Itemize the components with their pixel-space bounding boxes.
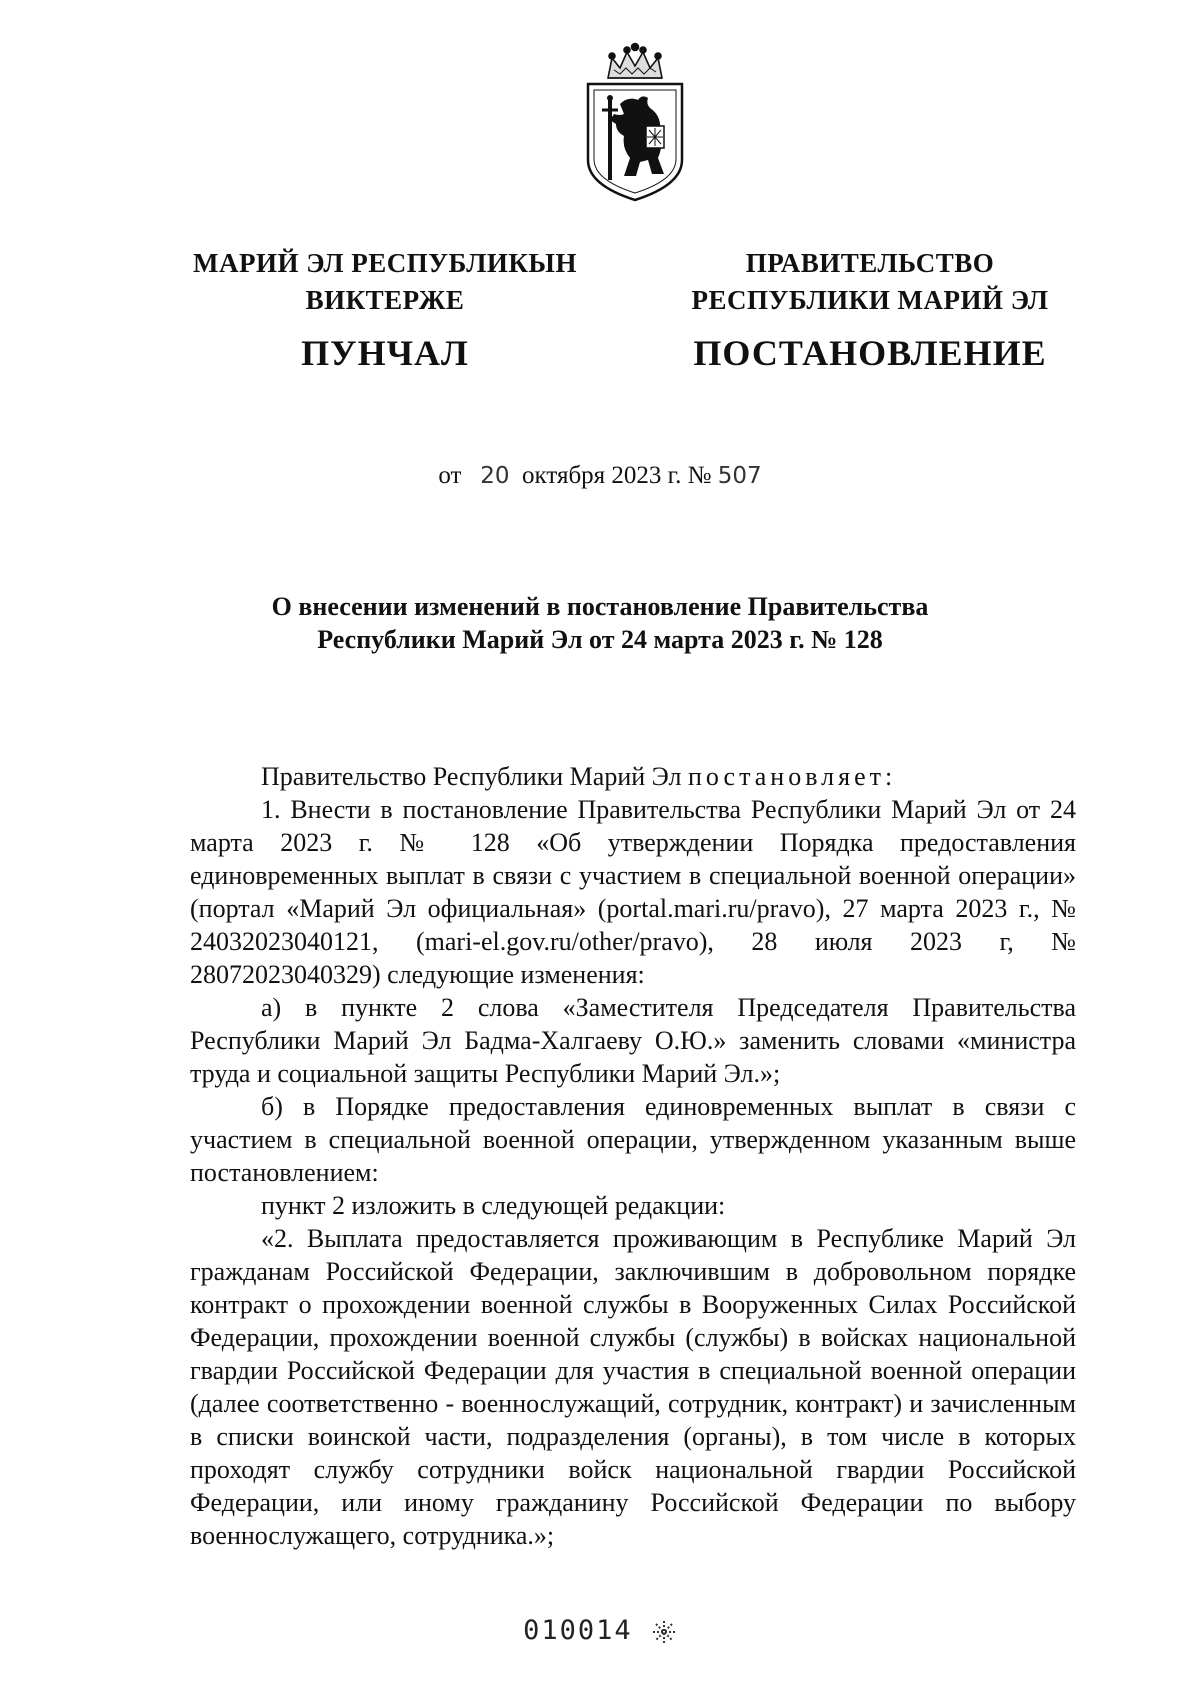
intro-spaced: постановляет: bbox=[687, 762, 897, 791]
document-dateline bbox=[0, 462, 1200, 490]
asterisk-ornament-icon bbox=[651, 1619, 677, 1645]
body-paragraph-5: «2. Выплата предоставляется проживающим в Республике Марий Эл гражданам Российской Федерации, заключившим в добровольном порядке контракт о прохождении военной службы в Вооруженных Силах Российской Федерации, прохождении военной службы (службы) в войсках национальной гвардии Российской Федерации для участия в специальной военной операции (далее соответственно - военнослужащий, сотрудник, контракт) и зачисленным в списки воинской части, подразделения (органы), в том числе в которых проходят службу сотрудники войск национальной гвардии Российской Федерации, или иному гражданину Российской Федерации по выбору военнослужащего, сотрудника.»; bbox=[190, 1224, 1076, 1550]
document-body bbox=[190, 760, 1076, 1552]
title-line2: Республики Марий Эл от 24 марта 2023 г. № 128 bbox=[317, 625, 883, 654]
intro-text: Правительство Республики Марий Эл bbox=[261, 762, 682, 791]
header-left-line2: ВИКТЕРЖЕ bbox=[305, 285, 465, 315]
header-left-block bbox=[170, 245, 600, 375]
dateline-month-year: октября 2023 г. № bbox=[522, 462, 712, 489]
header-left-doc-type: ПУНЧАЛ bbox=[301, 333, 469, 373]
serial-text: 010014 bbox=[523, 1615, 633, 1646]
header-right-block bbox=[670, 245, 1070, 375]
document-title bbox=[160, 590, 1040, 656]
header-left-line1: МАРИЙ ЭЛ РЕСПУБЛИКЫН bbox=[193, 248, 577, 278]
body-paragraph-2: а) в пункте 2 слова «Заместителя Председателя Правительства Республики Марий Эл Бадма-Халгаеву О.Ю.» заменить словами «министра труда и социальной защиты Республики Марий Эл.»; bbox=[190, 993, 1076, 1088]
header-right-doc-type: ПОСТАНОВЛЕНИЕ bbox=[693, 333, 1047, 373]
body-paragraph-3: б) в Порядке предоставления единовременных выплат в связи с участием в специальной военной операции, утвержденном указанным выше постановлением: bbox=[190, 1092, 1076, 1187]
header-right-line1: ПРАВИТЕЛЬСТВО bbox=[745, 248, 995, 278]
serial-number bbox=[0, 1615, 1200, 1646]
body-paragraph-4: пункт 2 изложить в следующей редакции: bbox=[261, 1191, 726, 1220]
title-line1: О внесении изменений в постановление Правительства bbox=[271, 592, 929, 621]
dateline-prefix: от bbox=[438, 462, 462, 489]
body-paragraph-1: 1. Внести в постановление Правительства Республики Марий Эл от 24 марта 2023 г. № 128 «Об утверждении Порядка предоставления единовременных выплат в связи с участием в специальной военной операции» (портал «Марий Эл официальная» (portal.mari.ru/pravo), 27 марта 2023 г., № 24032023040121, (mari-el.gov.ru/other/pravo), 28 июля 2023 г, № 28072023040329) следующие изменения: bbox=[190, 795, 1076, 989]
dateline-day: 20 bbox=[480, 463, 510, 489]
dateline-number: 507 bbox=[717, 463, 762, 489]
body-intro bbox=[190, 760, 1076, 793]
header-right-line2: РЕСПУБЛИКИ МАРИЙ ЭЛ bbox=[691, 285, 1049, 315]
coat-of-arms-icon bbox=[580, 40, 690, 205]
